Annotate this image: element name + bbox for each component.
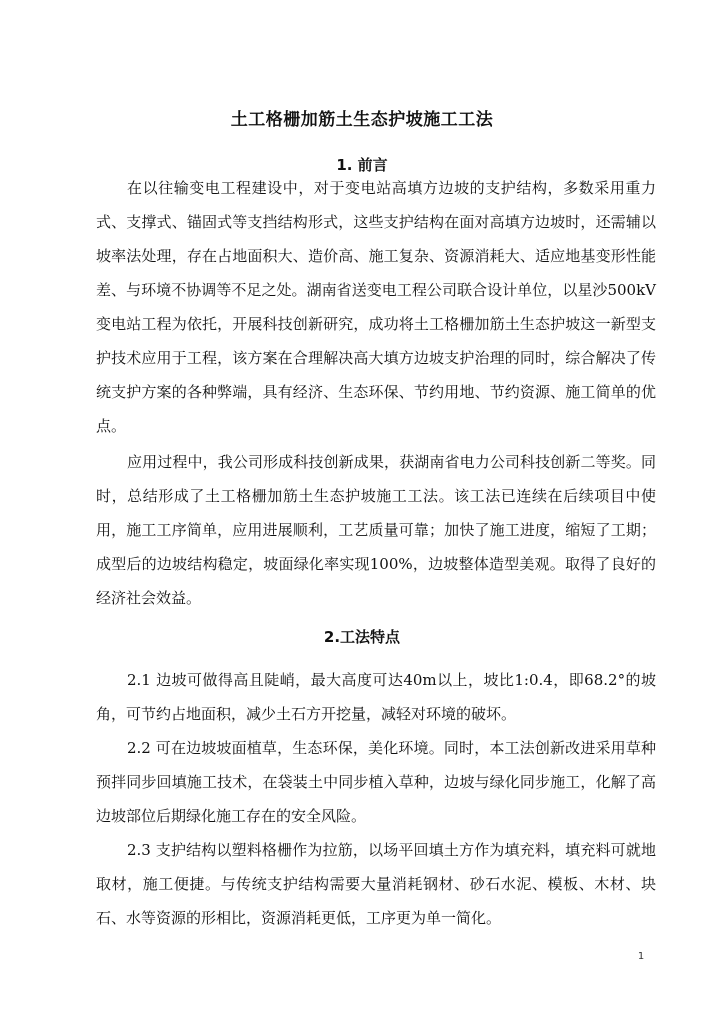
paragraph: 2.1 边坡可做得高且陡峭，最大高度可达40m以上，坡比1:0.4，即68.2°的坡角，可节约占地面积，减少土石方开挖量，减轻对环境的破坏。 <box>96 671 656 723</box>
paragraph: 应用过程中，我公司形成科技创新成果，获湖南省电力公司科技创新二等奖。同时，总结形成了土工格栅加筋土生态护坡施工工法。该工法已连续在后续项目中使用，施工工序简单，应用进展顺利，工艺质量可靠；加快了施工进度，缩短了工期；成型后的边坡结构稳定，坡面绿化率实现100%，边坡整体造型美观。取得了良好的经济社会效益。 <box>96 453 656 607</box>
section-heading-features: 2.工法特点 <box>323 628 401 646</box>
page-number: 1 <box>637 951 645 962</box>
paragraph: 在以往输变电工程建设中，对于变电站高填方边坡的支护结构，多数采用重力式、支撑式、锚固式等支挡结构形式，这些支护结构在面对高填方边坡时，还需辅以坡率法处理，存在占地面积大、造价高、施工复杂、资源消耗大、适应地基变形性能差、与环境不协调等不足之处。湖南省送变电工程公司联合设计单位，以星沙500kV变电站工程为依托，开展科技创新研究，成功将土工格栅加筋土生态护坡这一新型支护技术应用于工程，该方案在合理解决高大填方边坡支护治理的同时，综合解决了传统支护方案的各种弊端，具有经济、生态环保、节约用地、节约资源、施工简单的优点。 <box>96 179 656 435</box>
document-title: 土工格栅加筋土生态护坡施工工法 <box>230 110 494 130</box>
section-heading-preface: 1. 前言 <box>336 156 388 174</box>
paragraph: 2.2 可在边坡坡面植草，生态环保，美化环境。同时，本工法创新改进采用草种预拌同步回填施工技术，在袋装土中同步植入草种，边坡与绿化同步施工，化解了高边坡部位后期绿化施工存在的安全风险。 <box>96 739 656 825</box>
paragraph: 2.3 支护结构以塑料格栅作为拉筋，以场平回填土方作为填充料，填充料可就地取材，施工便捷。与传统支护结构需要大量消耗钢材、砂石水泥、模板、木材、块石、水等资源的形相比，资源消耗更低，工序更为单一简化。 <box>96 841 656 927</box>
